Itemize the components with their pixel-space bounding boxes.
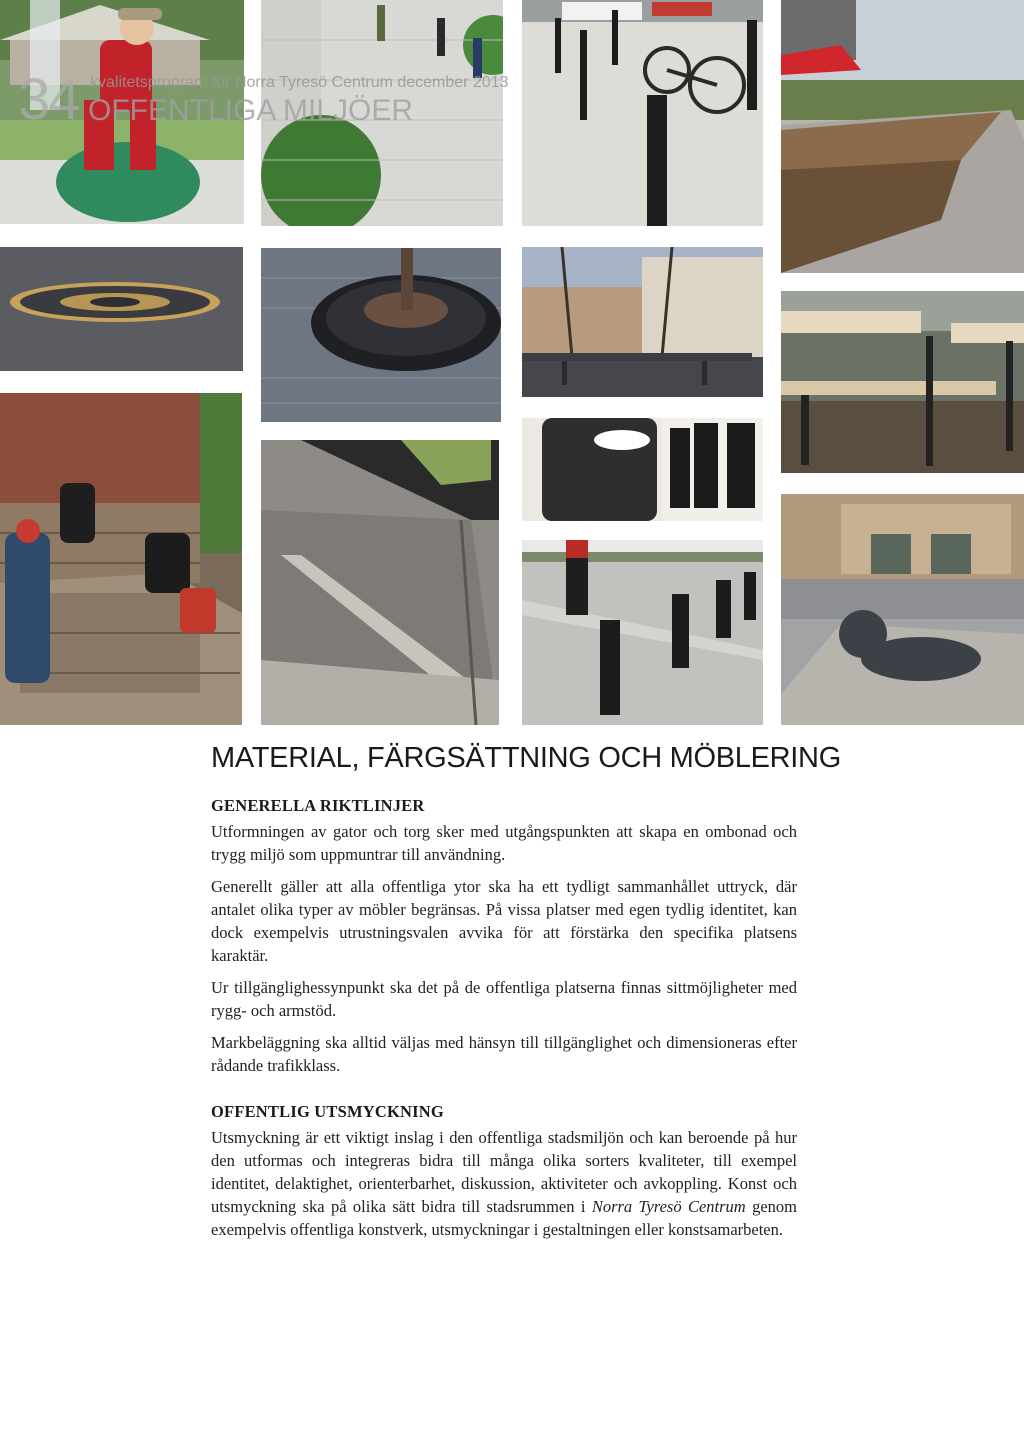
document-title: kvalitetsprogram för Norra Tyresö Centrum december 2013 [90,74,509,91]
page-number: 34 [18,67,79,132]
paragraph: Utformningen av gator och torg sker med utgångspunkten att skapa en ombonad och trygg miljö som uppmuntrar till användning. [211,822,797,864]
wooden-steps-photo [0,393,242,725]
street-bollards-photo [522,540,763,725]
drain-grate-photo [0,247,243,371]
paragraph-public-art [211,1126,797,1241]
text-column [211,796,797,1250]
trash-bin-photo [522,418,763,521]
paragraph-text: genom exempelvis offentliga konstverk, utsmyckningar i gestaltningen eller konstsamarbeten. [211,1197,797,1239]
long-bench-photo [781,0,1024,273]
subheading-guidelines: GENERELLA RIKTLINJER [211,796,425,815]
tree-grate-photo [261,248,501,422]
place-name: Norra Tyresö Centrum [591,1197,746,1216]
paragraph: Ur tillgänglighessynpunkt ska det på de offentliga platserna finnas sittmöjligheter med rygg- och armstöd. [211,978,797,1020]
paragraph: Generellt gäller att alla offentliga ytor ska ha ett tydligt sammanhållet uttryck, där antalet olika typer av möbler begränsas. På vissa platser med egen tydlig identitet, kan dock exempelvis utrustningsvalen avvika för att förstärka den specifika platsens karaktär. [211,877,797,965]
park-bench-photo [781,291,1024,473]
section-title: OFFENTLIGA MILJÖER [88,94,414,127]
stone-paving-photo [261,440,499,725]
lion-sculpture-photo [781,494,1024,725]
main-heading: MATERIAL, FÄRGSÄTTNING OCH MÖBLERING [211,742,841,774]
subheading-public-art: OFFENTLIG UTSMYCKNING [211,1102,444,1121]
page-header [18,67,618,140]
paragraph: Markbeläggning ska alltid väljas med hänsyn till tillgänglighet och dimensioneras efter rådande trafikklass. [211,1033,797,1075]
paragraph-text: Utsmyckning är ett viktigt inslag i den offentliga stadsmiljön och kan beroende på hur den utformas och integreras bidra till många olika sorters kvaliteter, till exempel identitet, delaktighet, orienterbarhet, diskussion, aktiviteter och avkoppling. Konst och utsmyckning ska på olika sätt bidra till stadsrummen i [211,1128,797,1216]
street-bench-photo [522,247,763,397]
